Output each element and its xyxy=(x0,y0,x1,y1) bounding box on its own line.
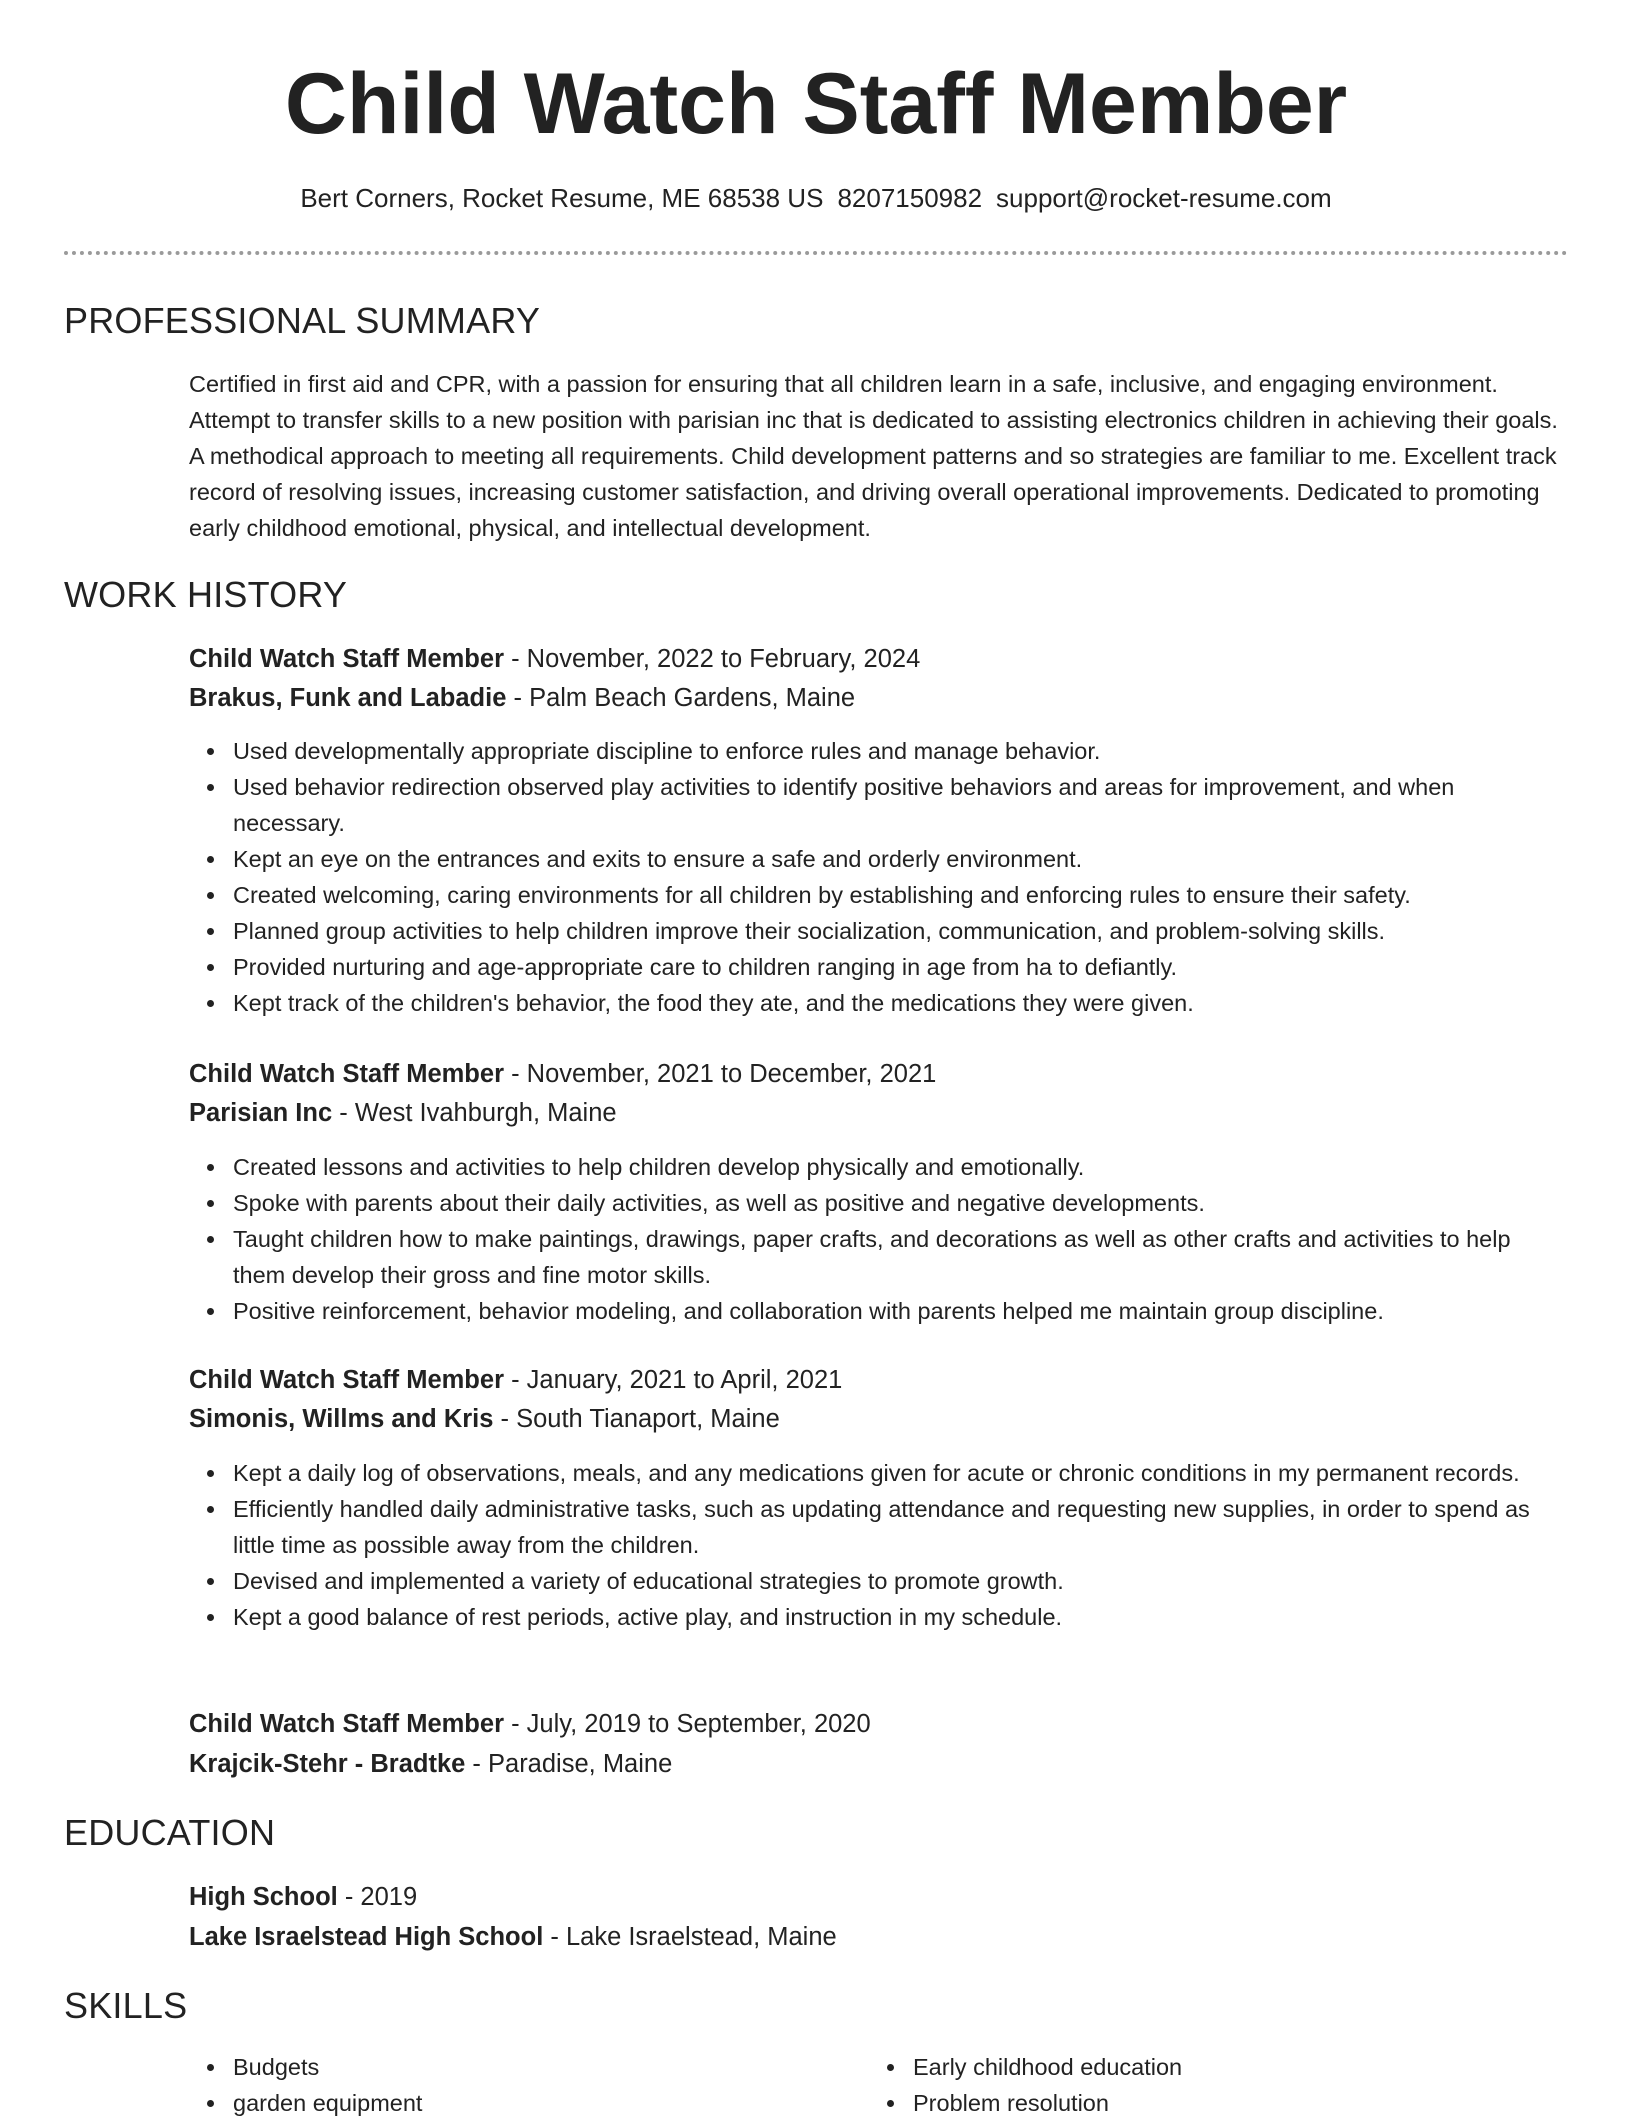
section-title-work-history: WORK HISTORY xyxy=(64,574,348,615)
header-divider xyxy=(64,251,1568,255)
job-dates: - January, 2021 to April, 2021 xyxy=(504,1366,843,1394)
list-item: Used behavior redirection observed play activities to identify positive behaviors and areas for improvement, and when necessary. xyxy=(189,769,1569,841)
job-bullets xyxy=(189,1455,1569,1635)
contact-line xyxy=(0,178,1632,218)
job-dates: - July, 2019 to September, 2020 xyxy=(504,1710,871,1738)
education-location: - Lake Israelstead, Maine xyxy=(543,1923,837,1951)
job-title-line xyxy=(189,1056,936,1092)
list-item: Efficiently handled daily administrative tasks, such as updating attendance and requesting new supplies, in order to spend as little time as possible away from the children. xyxy=(189,1491,1569,1563)
education-degree-line xyxy=(189,1879,417,1915)
job-company-line xyxy=(189,680,855,716)
education-school: Lake Israelstead High School xyxy=(189,1923,544,1951)
job-role: Child Watch Staff Member xyxy=(189,645,504,673)
job-location: - Palm Beach Gardens, Maine xyxy=(506,684,856,712)
list-item: Used developmentally appropriate discipline to enforce rules and manage behavior. xyxy=(189,733,1569,769)
section-title-summary: PROFESSIONAL SUMMARY xyxy=(64,300,541,341)
job-title-line xyxy=(189,641,920,677)
job-bullets xyxy=(189,733,1569,1021)
job-location: - Paradise, Maine xyxy=(465,1750,673,1778)
education-school-line xyxy=(189,1919,837,1955)
list-item: Spoke with parents about their daily activities, as well as positive and negative developments. xyxy=(189,1185,1569,1221)
skill-item: Budgets xyxy=(189,2049,829,2085)
list-item: Created welcoming, caring environments for all children by establishing and enforcing rules to ensure their safety. xyxy=(189,877,1569,913)
job-location: - South Tianaport, Maine xyxy=(493,1405,780,1433)
job-company: Simonis, Willms and Kris xyxy=(189,1405,494,1433)
job-company-line xyxy=(189,1401,780,1437)
list-item: Planned group activities to help children improve their socialization, communication, and problem-solving skills. xyxy=(189,913,1569,949)
job-company: Krajcik-Stehr - Bradtke xyxy=(189,1750,466,1778)
skills-list-right xyxy=(869,2049,1509,2121)
job-role: Child Watch Staff Member xyxy=(189,1060,504,1088)
skills-list-left xyxy=(189,2049,829,2121)
education-degree: High School xyxy=(189,1883,338,1911)
section-title-education: EDUCATION xyxy=(64,1812,276,1853)
skill-item: Problem resolution xyxy=(869,2085,1509,2121)
job-title-line xyxy=(189,1362,842,1398)
skill-item: Early childhood education xyxy=(869,2049,1509,2085)
job-dates: - November, 2021 to December, 2021 xyxy=(504,1060,937,1088)
job-role: Child Watch Staff Member xyxy=(189,1710,504,1738)
contact-address: Bert Corners, Rocket Resume, ME 68538 US xyxy=(300,183,824,213)
resume-name: Child Watch Staff Member xyxy=(284,56,1348,152)
job-location: - West Ivahburgh, Maine xyxy=(332,1099,617,1127)
list-item: Created lessons and activities to help children develop physically and emotionally. xyxy=(189,1149,1569,1185)
education-year: - 2019 xyxy=(337,1883,418,1911)
job-company-line xyxy=(189,1095,617,1131)
summary-text: Certified in first aid and CPR, with a passion for ensuring that all children learn in a safe, inclusive, and engaging environment. Attempt to transfer skills to a new position with parisian inc that is dedicated to assisting electronics children in achieving their goals. A methodical approach to meeting all requirements. Child development patterns and so strategies are familiar to me. Excellent track record of resolving issues, increasing customer satisfaction, and driving overall operational improvements. Dedicated to promoting early childhood emotional, physical, and intellectual development. xyxy=(189,371,1558,541)
section-title-skills: SKILLS xyxy=(64,1985,188,2026)
contact-phone: 8207150982 xyxy=(837,183,983,213)
job-company: Parisian Inc xyxy=(189,1099,333,1127)
job-company: Brakus, Funk and Labadie xyxy=(189,684,507,712)
job-bullets xyxy=(189,1149,1569,1329)
list-item: Kept a daily log of observations, meals, and any medications given for acute or chronic conditions in my permanent records. xyxy=(189,1455,1569,1491)
job-dates: - November, 2022 to February, 2024 xyxy=(504,645,921,673)
list-item: Taught children how to make paintings, drawings, paper crafts, and decorations as well as other crafts and activities to help them develop their gross and fine motor skills. xyxy=(189,1221,1569,1293)
list-item: Kept an eye on the entrances and exits to ensure a safe and orderly environment. xyxy=(189,841,1569,877)
skill-item: garden equipment xyxy=(189,2085,829,2121)
job-company-line xyxy=(189,1746,672,1782)
list-item: Kept a good balance of rest periods, active play, and instruction in my schedule. xyxy=(189,1599,1569,1635)
list-item: Positive reinforcement, behavior modeling, and collaboration with parents helped me maintain group discipline. xyxy=(189,1293,1569,1329)
list-item: Devised and implemented a variety of educational strategies to promote growth. xyxy=(189,1563,1569,1599)
list-item: Kept track of the children's behavior, the food they ate, and the medications they were given. xyxy=(189,985,1569,1021)
list-item: Provided nurturing and age-appropriate care to children ranging in age from ha to defiantly. xyxy=(189,949,1569,985)
job-title-line xyxy=(189,1706,871,1742)
contact-email: support@rocket-resume.com xyxy=(996,183,1332,213)
job-role: Child Watch Staff Member xyxy=(189,1366,504,1394)
